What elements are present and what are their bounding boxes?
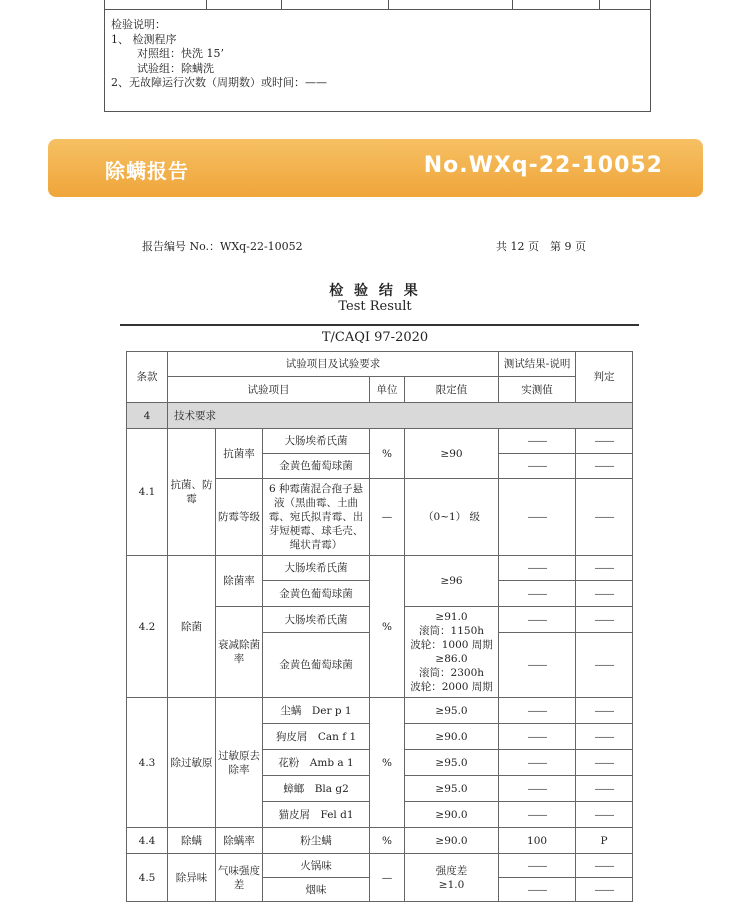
- judgement-cell: ——: [576, 776, 633, 802]
- measured-cell: ——: [499, 607, 576, 633]
- subcategory-cell: 气味强度差: [216, 854, 263, 902]
- previous-page-fragment: [104, 0, 651, 112]
- item-cell: 金黄色葡萄球菌: [263, 454, 370, 479]
- header-test-result: 测试结果-说明: [499, 352, 576, 377]
- item-cell: 火锅味: [263, 854, 370, 878]
- item-cell: 粉尘螨: [263, 828, 370, 854]
- item-cell: 尘螨 Der p 1: [263, 698, 370, 724]
- notes-line: 2、无故障运行次数（周期数）或时间：——: [111, 76, 327, 89]
- judgement-cell: ——: [576, 479, 633, 556]
- judgement-cell: ——: [576, 878, 633, 902]
- judgement-cell: ——: [576, 454, 633, 479]
- header-limit: 限定值: [405, 377, 499, 403]
- clause-cell: 4.2: [127, 556, 168, 698]
- table-row: [127, 556, 633, 581]
- limit-line: 波轮：2000 周期: [410, 681, 493, 693]
- report-number: 报告编号 No.：WXq-22-10052: [142, 240, 303, 253]
- measured-cell: ——: [499, 556, 576, 581]
- report-banner: [48, 139, 703, 197]
- item-cell: 花粉 Amb a 1: [263, 750, 370, 776]
- divider: [120, 324, 639, 326]
- item-cell: 金黄色葡萄球菌: [263, 581, 370, 607]
- item-cell: 猫皮屑 Fel d1: [263, 802, 370, 828]
- limit-line: ≥1.0: [438, 878, 465, 891]
- item-cell: 金黄色葡萄球菌: [263, 633, 370, 698]
- subcategory-cell: 防霉等级: [216, 479, 263, 556]
- limit-cell: ≥96: [405, 556, 499, 607]
- table-row: [127, 828, 633, 854]
- previous-table-row: [105, 0, 650, 10]
- measured-cell: ——: [499, 633, 576, 698]
- category-cell: 除菌: [168, 556, 216, 698]
- header-judgement: 判定: [576, 352, 633, 403]
- page-title-cn: 检 验 结 果: [329, 283, 421, 299]
- unit-cell: %: [370, 556, 405, 698]
- limit-line: 滚筒：1150h: [419, 625, 485, 637]
- measured-cell: ——: [499, 776, 576, 802]
- clause-cell: 4.3: [127, 698, 168, 828]
- page-title-en: Test Result: [338, 299, 412, 314]
- judgement-cell: ——: [576, 854, 633, 878]
- subcategory-cell: 衰减除菌率: [216, 607, 263, 698]
- item-cell: 狗皮屑 Can f 1: [263, 724, 370, 750]
- banner-report-number: No.WXq-22-10052: [423, 153, 663, 178]
- unit-cell: —: [370, 479, 405, 556]
- unit-cell: %: [370, 429, 405, 479]
- limit-line: ≥86.0: [435, 653, 468, 665]
- judgement-cell: ——: [576, 556, 633, 581]
- limit-line: ≥91.0: [435, 611, 468, 623]
- section-name: 技术要求: [168, 403, 633, 429]
- limit-line: 波轮：1000 周期: [410, 639, 493, 651]
- item-cell: 烟味: [263, 878, 370, 902]
- measured-cell: ——: [499, 854, 576, 878]
- measured-cell: ——: [499, 454, 576, 479]
- limit-cell: ≥95.0: [405, 776, 499, 802]
- measured-cell: ——: [499, 479, 576, 556]
- unit-cell: %: [370, 828, 405, 854]
- section-clause: 4: [127, 403, 168, 429]
- header-items-requirements: 试验项目及试验要求: [168, 352, 499, 377]
- table-row: [127, 698, 633, 724]
- category-cell: 除异味: [168, 854, 216, 902]
- subcategory-cell: 除菌率: [216, 556, 263, 607]
- measured-cell: ——: [499, 802, 576, 828]
- test-notes: [111, 18, 327, 91]
- header-measured: 实测值: [499, 377, 576, 403]
- item-cell: 大肠埃希氏菌: [263, 429, 370, 454]
- measured-cell: 100: [499, 828, 576, 854]
- notes-line: 1、 检测程序: [111, 32, 177, 46]
- clause-cell: 4.1: [127, 429, 168, 556]
- measured-cell: ——: [499, 878, 576, 902]
- clause-cell: 4.4: [127, 828, 168, 854]
- category-cell: 抗菌、防霉: [168, 429, 216, 556]
- notes-line: 对照组：快洗 15’: [137, 47, 224, 60]
- limit-cell: ≥90.0: [405, 724, 499, 750]
- judgement-cell: ——: [576, 724, 633, 750]
- clause-cell: 4.5: [127, 854, 168, 902]
- judgement-cell: ——: [576, 750, 633, 776]
- limit-cell: ≥95.0: [405, 750, 499, 776]
- judgement-cell: ——: [576, 698, 633, 724]
- judgement-cell: P: [576, 828, 633, 854]
- subcategory-cell: 过敏原去除率: [216, 698, 263, 828]
- measured-cell: ——: [499, 724, 576, 750]
- section-row: [127, 403, 633, 429]
- page-count: 共 12 页 第 9 页: [496, 240, 586, 253]
- item-cell: 蟑螂 Bla g2: [263, 776, 370, 802]
- judgement-cell: ——: [576, 607, 633, 633]
- limit-cell: [405, 854, 499, 902]
- standard-code: T/CAQI 97-2020: [321, 330, 429, 345]
- measured-cell: ——: [499, 581, 576, 607]
- limit-cell: ≥90.0: [405, 828, 499, 854]
- header-row: [127, 352, 633, 377]
- unit-cell: —: [370, 854, 405, 902]
- notes-line: 试验组：除螨洗: [137, 61, 214, 75]
- item-cell: 大肠埃希氏菌: [263, 607, 370, 633]
- item-cell: 6 种霉菌混合孢子悬液（黑曲霉、土曲霉、宛氏拟青霉、出芽短梗霉、球毛壳、绳状青霉）: [263, 479, 370, 556]
- header-item: 试验项目: [168, 377, 370, 403]
- measured-cell: ——: [499, 750, 576, 776]
- limit-cell: ≥90: [405, 429, 499, 479]
- judgement-cell: ——: [576, 429, 633, 454]
- table-row: [127, 854, 633, 878]
- banner-title: 除螨报告: [105, 159, 189, 183]
- header-unit: 单位: [370, 377, 405, 403]
- header-row: [127, 377, 633, 403]
- limit-cell: ≥95.0: [405, 698, 499, 724]
- judgement-cell: ——: [576, 802, 633, 828]
- subcategory-cell: 抗菌率: [216, 429, 263, 479]
- limit-cell: ≥90.0: [405, 802, 499, 828]
- notes-heading: 检验说明：: [111, 18, 166, 31]
- header-clause: 条款: [127, 352, 168, 403]
- item-cell: 大肠埃希氏菌: [263, 556, 370, 581]
- limit-line: 强度差: [435, 864, 468, 877]
- limit-cell: [405, 607, 499, 698]
- judgement-cell: ——: [576, 633, 633, 698]
- category-cell: 除螨: [168, 828, 216, 854]
- limit-line: 滚筒：2300h: [419, 667, 485, 679]
- measured-cell: ——: [499, 429, 576, 454]
- measured-cell: ——: [499, 698, 576, 724]
- judgement-cell: ——: [576, 581, 633, 607]
- category-cell: 除过敏原: [168, 698, 216, 828]
- limit-cell: （0~1） 级: [405, 479, 499, 556]
- subcategory-cell: 除螨率: [216, 828, 263, 854]
- table-row: [127, 429, 633, 454]
- test-result-table: [126, 351, 633, 902]
- unit-cell: %: [370, 698, 405, 828]
